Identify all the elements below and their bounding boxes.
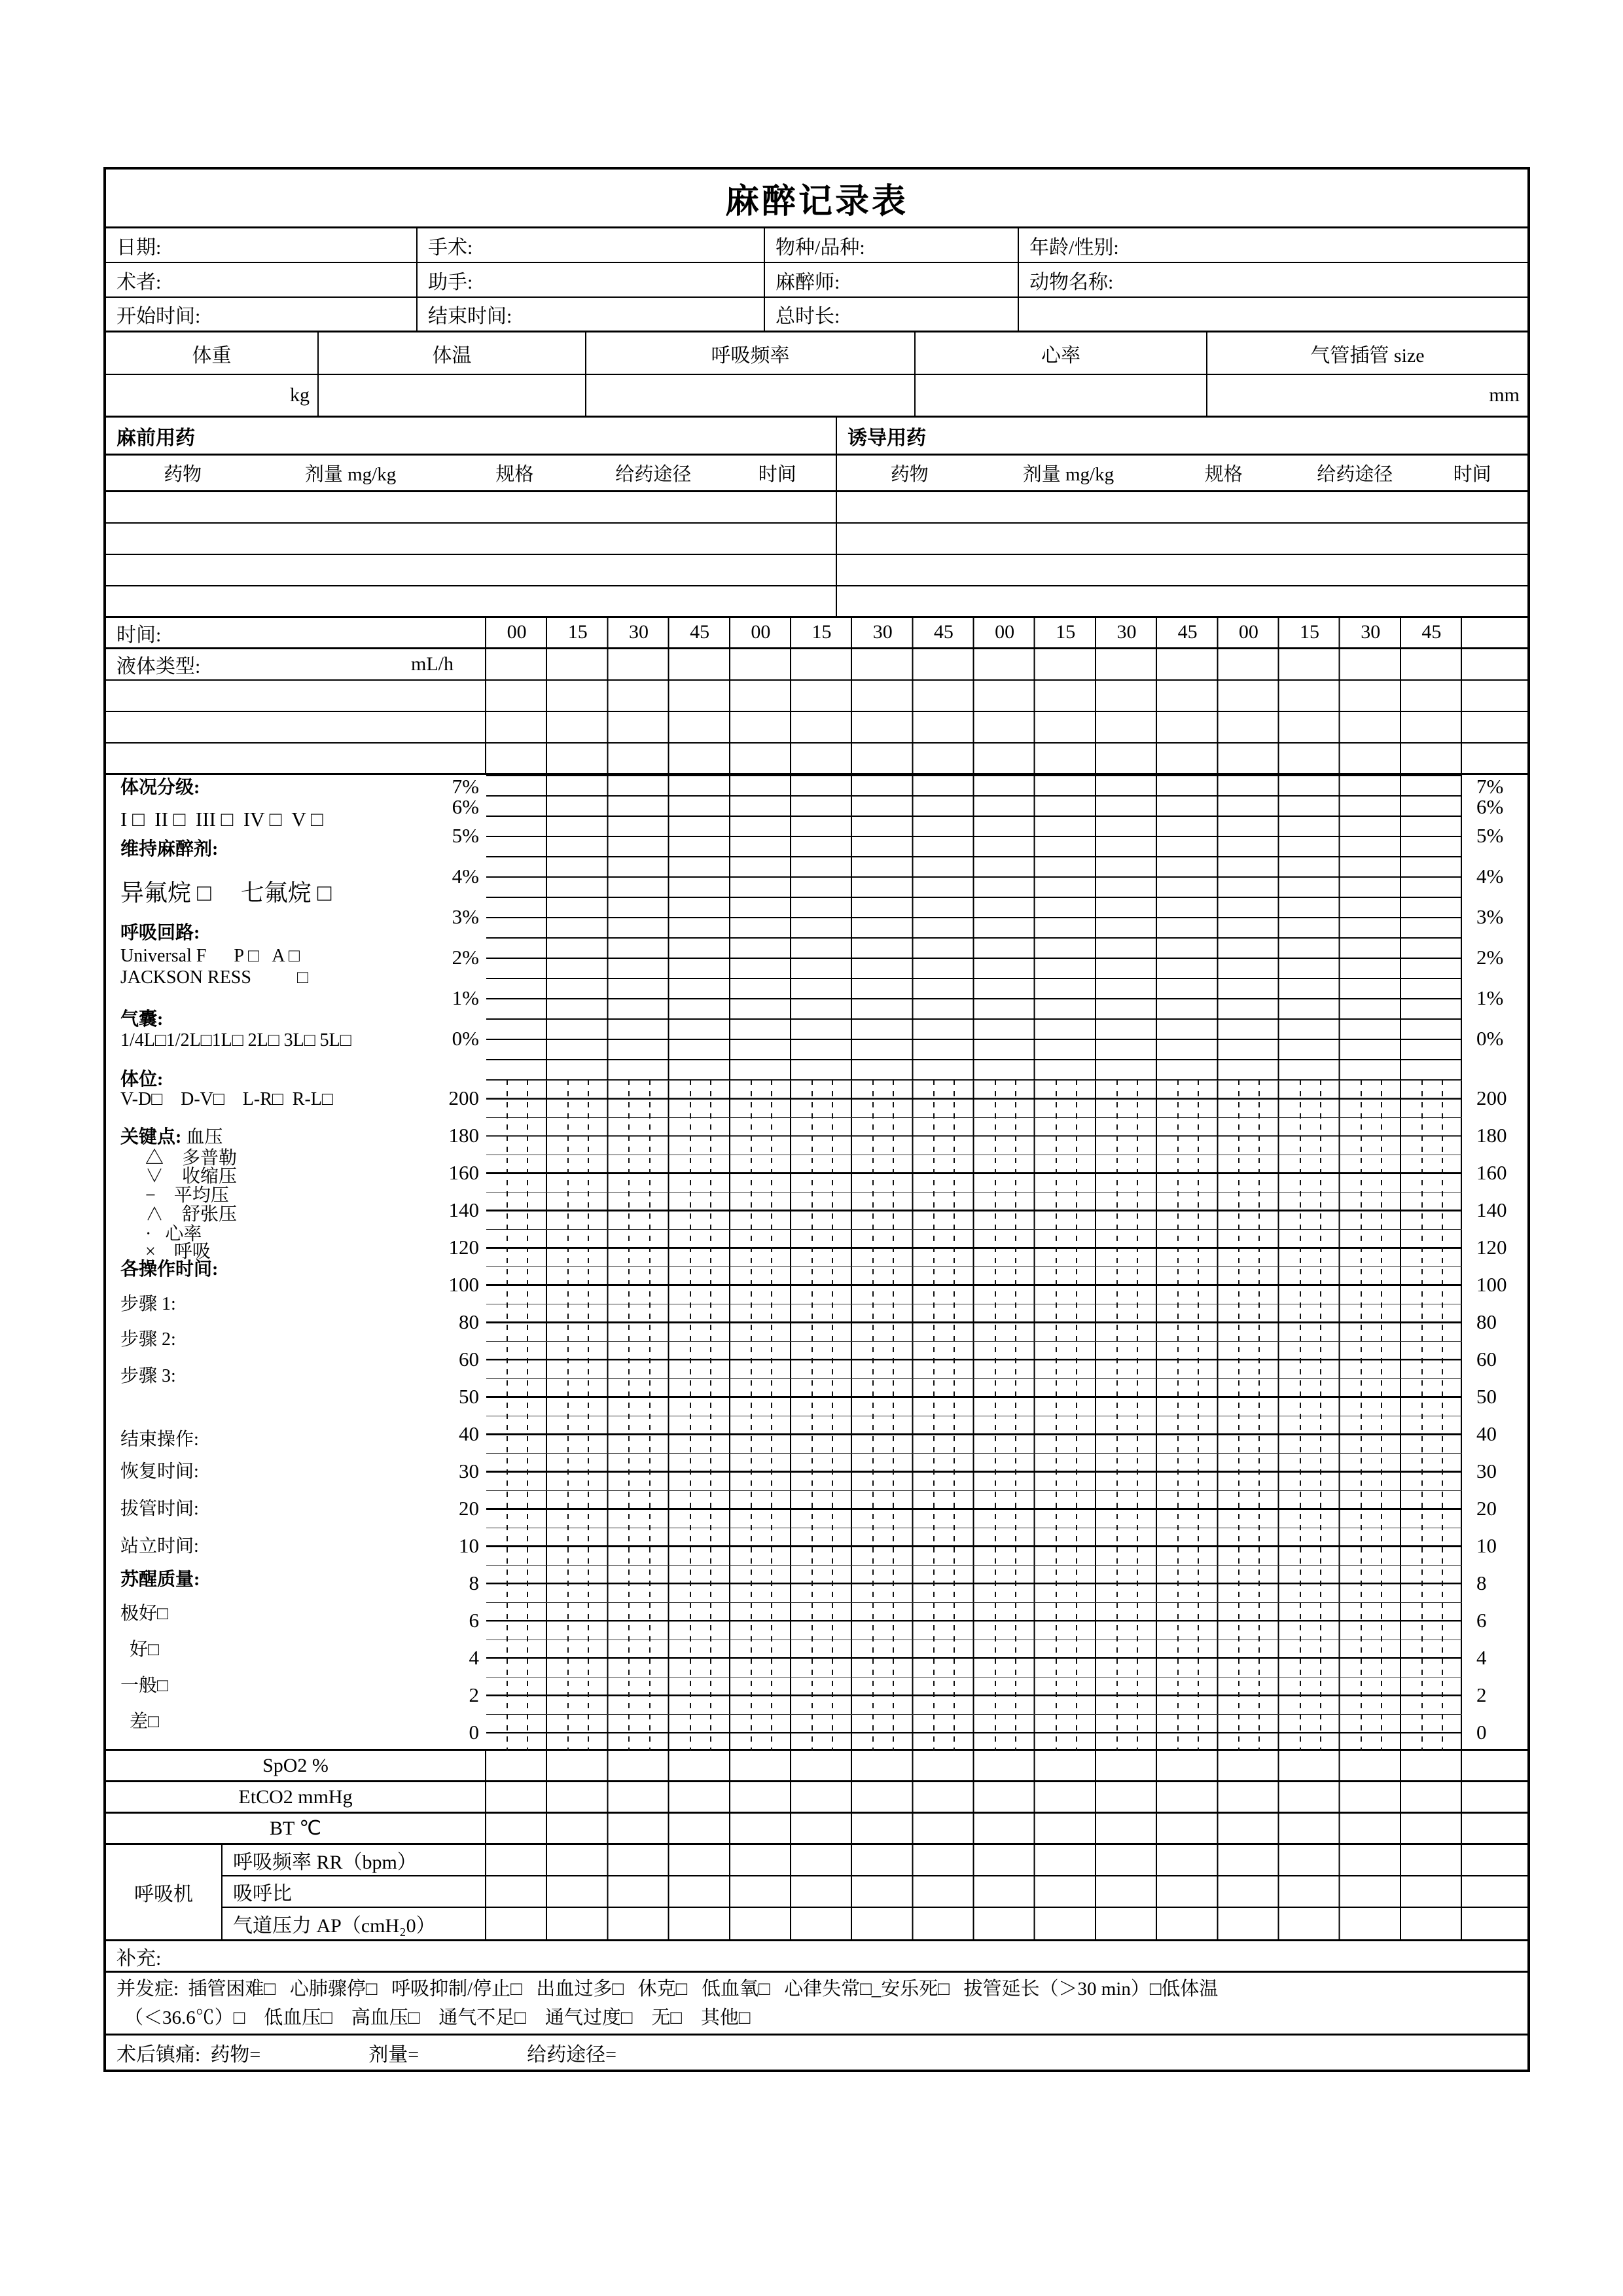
body-condition-label: 体况分级: — [120, 778, 200, 798]
rebreathing-bag-label: 气囊: — [120, 1009, 164, 1030]
position-checkboxes: V-D□ D-V□ L-R□ R-L□ — [120, 1089, 333, 1109]
grid-dash-line — [527, 1080, 528, 1751]
percent-axis-label: 7% — [1476, 775, 1504, 798]
etco2-label: EtCO2 mmHg — [106, 1782, 486, 1812]
vitals-axis-label: 100 — [1476, 1272, 1507, 1296]
extubation-time-label: 拔管时间: — [120, 1499, 199, 1519]
vitals-grid — [486, 1079, 1462, 1751]
heart-rate-value-cell — [916, 375, 1207, 416]
supplement-label: 补充: — [116, 1947, 162, 1969]
percent-axis-label: 3% — [1476, 905, 1504, 928]
quality-good-checkbox: 好□ — [120, 1640, 159, 1660]
vitals-axis-label: 140 — [1476, 1198, 1507, 1221]
vitals-axis-label: 8 — [469, 1571, 479, 1594]
vitals-axis-label: 8 — [1476, 1571, 1487, 1594]
grid-dash-line — [690, 1080, 691, 1751]
grid-dash-line — [1198, 1080, 1199, 1751]
end-operation-label: 结束操作: — [120, 1429, 199, 1450]
legend-diastolic: ∧ 舒张压 — [145, 1204, 238, 1225]
time-tail-cell — [1462, 618, 1527, 647]
percent-axis-label: 3% — [452, 905, 479, 928]
ventilator-ie-label: 吸呼比 — [223, 1876, 486, 1907]
vitals-axis-label: 10 — [459, 1534, 479, 1557]
grid-dash-line — [995, 1080, 996, 1751]
chart-grid — [486, 775, 1462, 1749]
vitals-axis-label: 30 — [459, 1459, 479, 1482]
grid-dash-line — [751, 1080, 752, 1751]
quality-fair-checkbox: 一般□ — [120, 1676, 168, 1696]
drug-section-header-row — [106, 418, 1527, 456]
fluid-entry-cells — [486, 681, 1462, 711]
grid-dash-line — [1258, 1080, 1260, 1751]
percent-axis-label: 6% — [1476, 795, 1504, 818]
ie-cells — [486, 1876, 1462, 1907]
vitals-axis-label: 30 — [1476, 1459, 1497, 1482]
rr-cells — [486, 1845, 1462, 1875]
vitals-axis-label: 80 — [459, 1310, 479, 1333]
step2-label: 步骤 2: — [120, 1329, 176, 1350]
grid-dash-line — [1015, 1080, 1016, 1751]
vitals-axis-label: 6 — [469, 1608, 479, 1632]
grid-dash-line — [1177, 1080, 1179, 1751]
drug-entry-row — [106, 524, 1527, 555]
vitals-axis-label: 10 — [1476, 1534, 1497, 1557]
fluid-entry-row — [106, 681, 1527, 712]
premed-columns — [106, 456, 837, 490]
y-axis-right — [1476, 775, 1529, 1749]
fluid-entry-label — [106, 681, 486, 711]
title-row — [106, 170, 1527, 228]
legend-respiration: × 呼吸 — [145, 1242, 211, 1262]
vitals-axis-label: 0 — [469, 1720, 479, 1744]
percent-axis-label: 4% — [452, 865, 479, 888]
col-time: 时间 — [1453, 464, 1491, 485]
vitals-axis-label: 40 — [1476, 1422, 1497, 1445]
percent-axis-label: 1% — [452, 986, 479, 1009]
percent-axis-label: 0% — [1476, 1027, 1504, 1050]
vitals-axis-label: 140 — [448, 1198, 479, 1221]
fluid-entry-label — [106, 712, 486, 742]
induction-entry-cell — [837, 555, 1527, 585]
time-tick: 15 — [1300, 621, 1320, 643]
grid-dash-line — [588, 1080, 589, 1751]
time-tick: 30 — [872, 621, 893, 643]
vitals-axis-label: 120 — [1476, 1235, 1507, 1259]
step1-label: 步骤 1: — [120, 1294, 176, 1314]
grid-dash-line — [872, 1080, 874, 1751]
grid-dash-line — [1056, 1080, 1057, 1751]
col-drug: 药物 — [890, 464, 929, 485]
universal-f-checkboxes: Universal F P □ A □ — [120, 946, 300, 966]
time-tick: 15 — [1056, 621, 1076, 643]
col-route: 给药途径 — [1317, 464, 1393, 485]
date-field: 日期: — [106, 228, 418, 262]
ap-cells — [486, 1908, 1462, 1939]
quality-poor-checkbox: 差□ — [120, 1712, 159, 1732]
standing-time-label: 站立时间: — [120, 1536, 199, 1556]
ventilator-ie-row — [223, 1876, 1527, 1908]
vitals-axis-label: 20 — [459, 1496, 479, 1520]
ventilator-rr-row — [223, 1845, 1527, 1876]
keypoint-label: 关键点: — [120, 1127, 182, 1147]
percent-axis-label: 5% — [452, 824, 479, 847]
bt-tail — [1462, 1814, 1527, 1843]
temperature-header: 体温 — [319, 332, 586, 374]
grid-dash-line — [954, 1080, 955, 1751]
spo2-tail — [1462, 1751, 1527, 1780]
col-route: 给药途径 — [615, 464, 692, 485]
grid-dash-line — [812, 1080, 813, 1751]
vitals-axis-label: 60 — [1476, 1347, 1497, 1371]
operation-times-label: 各操作时间: — [120, 1259, 219, 1280]
time-tick: 15 — [812, 621, 832, 643]
vitals-axis-label: 6 — [1476, 1608, 1487, 1632]
fluid-tail-cell — [1462, 649, 1527, 679]
induction-entry-cell — [837, 492, 1527, 522]
fluid-entry-label — [106, 744, 486, 773]
vitals-axis-label: 40 — [459, 1422, 479, 1445]
percent-axis-label: 0% — [452, 1027, 479, 1050]
info-row-1 — [106, 228, 1527, 263]
legend-doppler: △ 多普勒 — [145, 1148, 238, 1168]
time-tick: 15 — [567, 621, 588, 643]
info-row-2 — [106, 263, 1527, 298]
grid-dash-line — [507, 1080, 508, 1751]
bt-cells — [486, 1814, 1462, 1843]
fluid-unit-label: mL/h — [411, 653, 454, 675]
grid-dash-line — [1442, 1080, 1443, 1751]
weight-unit: kg — [106, 375, 319, 416]
grid-dash-line — [567, 1080, 569, 1751]
time-tick: 30 — [1361, 621, 1381, 643]
induction-header: 诱导用药 — [847, 427, 926, 449]
percent-axis-label: 2% — [452, 946, 479, 969]
drug-columns-row — [106, 456, 1527, 492]
fluid-cells — [486, 649, 1462, 679]
grid-dash-line — [933, 1080, 935, 1751]
rr-tail — [1462, 1845, 1527, 1875]
time-tick: 00 — [995, 621, 1015, 643]
recovery-quality-label: 苏醒质量: — [120, 1570, 200, 1590]
vitals-axis-label: 0 — [1476, 1720, 1487, 1744]
fluid-entry-cells — [486, 744, 1462, 773]
spo2-cells — [486, 1751, 1462, 1780]
end-time-field: 结束时间: — [418, 298, 765, 331]
time-tick: 00 — [1238, 621, 1258, 643]
supplement-row — [106, 1941, 1527, 1973]
time-tick: 30 — [1116, 621, 1137, 643]
temperature-value-cell — [319, 375, 586, 416]
anesthesia-form-table — [103, 167, 1530, 2072]
fluid-entry-row — [106, 744, 1527, 775]
legend-mean-pressure: − 平均压 — [145, 1185, 229, 1206]
percent-axis-label: 6% — [452, 795, 479, 818]
heart-rate-header: 心率 — [916, 332, 1207, 374]
species-breed-field: 物种/品种: — [765, 228, 1019, 262]
induction-entry-cell — [837, 586, 1527, 616]
respiration-rate-header: 呼吸频率 — [586, 332, 916, 374]
spo2-label: SpO2 % — [106, 1751, 486, 1780]
position-label: 体位: — [120, 1069, 164, 1090]
tube-size-unit: mm — [1489, 384, 1520, 406]
vitals-axis-label: 160 — [1476, 1160, 1507, 1184]
surgeon-field: 术者: — [106, 263, 418, 296]
legend-systolic: ∨ 收缩压 — [145, 1166, 238, 1187]
complications-line2: （＜36.6℃）□ 低血压□ 高血压□ 通气不足□ 通气过度□ 无□ 其他□ — [124, 2007, 751, 2028]
grid-dash-line — [1320, 1080, 1321, 1751]
vitals-axis-label: 4 — [469, 1645, 479, 1669]
grid-dash-line — [832, 1080, 833, 1751]
assistant-field: 助手: — [418, 263, 765, 296]
col-spec: 规格 — [1204, 464, 1243, 485]
grid-dash-line — [1137, 1080, 1138, 1751]
time-ticks — [486, 618, 1462, 647]
ventilator-ap-label: 气道压力 AP（cmH₂0） — [223, 1908, 486, 1939]
ventilator-block — [106, 1845, 1527, 1941]
recovery-time-label: 恢复时间: — [120, 1462, 199, 1482]
postop-analgesia-label: 术后镇痛: 药物= 剂量= 给药途径= — [116, 2044, 617, 2066]
vitals-axis-label: 80 — [1476, 1310, 1497, 1333]
respiration-value-cell — [586, 375, 916, 416]
fluid-entry-cells — [486, 712, 1462, 742]
fluid-entry-tail — [1462, 744, 1527, 773]
ap-tail — [1462, 1908, 1527, 1939]
time-tick: 00 — [751, 621, 771, 643]
step3-label: 步骤 3: — [120, 1366, 176, 1386]
vitals-axis-label: 180 — [1476, 1123, 1507, 1147]
blood-pressure-label: 血压 — [181, 1127, 223, 1147]
age-sex-field: 年龄/性别: — [1029, 236, 1119, 259]
time-tick: 45 — [1177, 621, 1198, 643]
legend-heart-rate: · 心率 — [145, 1224, 202, 1244]
monitoring-chart — [106, 775, 1527, 1751]
drug-entry-row — [106, 555, 1527, 586]
anesthetist-field: 麻醉师: — [765, 263, 1019, 296]
grid-dash-line — [893, 1080, 894, 1751]
ventilator-ap-row — [223, 1908, 1527, 1939]
grid-dash-line — [1076, 1080, 1077, 1751]
vitals-axis-label: 2 — [469, 1683, 479, 1706]
induction-entry-cell — [837, 524, 1527, 554]
page-title: 麻醉记录表 — [724, 183, 908, 221]
percent-axis-label: 7% — [452, 775, 479, 798]
vitals-axis-label: 50 — [459, 1384, 479, 1408]
etco2-row — [106, 1782, 1527, 1814]
grid-dash-line — [1361, 1080, 1362, 1751]
vitals-axis-label: 4 — [1476, 1645, 1487, 1669]
etco2-tail — [1462, 1782, 1527, 1812]
grid-dash-line — [1421, 1080, 1423, 1751]
body-temp-label: BT ℃ — [106, 1814, 486, 1843]
vitals-value-row — [106, 375, 1527, 418]
ie-tail — [1462, 1876, 1527, 1907]
col-drug: 药物 — [164, 464, 202, 485]
fluid-label-cell — [106, 649, 486, 679]
vitals-axis-label: 20 — [1476, 1496, 1497, 1520]
jackson-rees-checkbox: JACKSON RESS □ — [120, 967, 308, 988]
surgery-field: 手术: — [418, 228, 765, 262]
fluid-entry-tail — [1462, 681, 1527, 711]
quality-excellent-checkbox: 极好□ — [120, 1604, 168, 1624]
complications-row — [106, 1973, 1527, 2036]
grid-dash-line — [771, 1080, 772, 1751]
vitals-axis-label: 180 — [448, 1123, 479, 1147]
fluid-type-row — [106, 649, 1527, 681]
info-row-3 — [106, 298, 1527, 332]
weight-header: 体重 — [106, 332, 319, 374]
grid-dash-line — [710, 1080, 711, 1751]
time-tick: 30 — [628, 621, 649, 643]
time-label: 时间: — [106, 618, 486, 647]
anesthetic-percent-grid — [486, 775, 1462, 1079]
time-tick: 00 — [507, 621, 527, 643]
grid-dash-line — [628, 1080, 630, 1751]
premedication-header: 麻前用药 — [106, 418, 837, 454]
grid-dash-line — [1116, 1080, 1118, 1751]
body-temp-row — [106, 1814, 1527, 1845]
fluid-type-label: 液体类型: — [116, 656, 201, 677]
grid-dash-line — [1381, 1080, 1382, 1751]
ventilator-rr-label: 呼吸频率 RR（bpm） — [223, 1845, 486, 1875]
y-axis-left — [381, 775, 479, 1749]
start-time-field: 开始时间: — [106, 298, 418, 331]
fluid-entry-row — [106, 712, 1527, 744]
time-tick: 45 — [933, 621, 954, 643]
vitals-axis-label: 100 — [448, 1272, 479, 1296]
drug-entry-row — [106, 492, 1527, 524]
col-spec: 规格 — [495, 464, 534, 485]
percent-axis-label: 4% — [1476, 865, 1504, 888]
vitals-axis-label: 160 — [448, 1160, 479, 1184]
drug-entry-row — [106, 586, 1527, 618]
grid-dash-line — [1300, 1080, 1301, 1751]
asa-grade-checkboxes: I □ II □ III □ IV □ V □ — [120, 808, 323, 831]
vitals-header-row — [106, 332, 1527, 375]
anesthetic-agent-checkboxes: 异氟烷 □ 七氟烷 □ — [120, 880, 332, 906]
vitals-axis-label: 50 — [1476, 1384, 1497, 1408]
info-empty-cell — [1019, 298, 1527, 331]
vitals-axis-label: 120 — [448, 1235, 479, 1259]
grid-dash-line — [1238, 1080, 1240, 1751]
col-dose: 剂量 mg/kg — [304, 464, 397, 485]
vitals-axis-label: 60 — [459, 1347, 479, 1371]
time-tick: 45 — [690, 621, 710, 643]
keypoint-legend-title — [120, 1127, 223, 1148]
premed-entry-cell — [106, 555, 837, 585]
vitals-axis-label: 200 — [1476, 1086, 1507, 1109]
col-time: 时间 — [758, 464, 796, 485]
fluid-entry-tail — [1462, 712, 1527, 742]
et-tube-size-header: 气管插管 size — [1310, 344, 1425, 367]
induction-columns — [837, 456, 1527, 490]
premed-entry-cell — [106, 586, 837, 616]
ventilator-label: 呼吸机 — [106, 1845, 223, 1939]
premed-entry-cell — [106, 492, 837, 522]
spo2-row — [106, 1751, 1527, 1782]
vitals-axis-label: 2 — [1476, 1683, 1487, 1706]
breathing-circuit-label: 呼吸回路: — [120, 923, 200, 943]
premed-entry-cell — [106, 524, 837, 554]
complications-line1: 并发症: 插管困难□ 心肺骤停□ 呼吸抑制/停止□ 出血过多□ 休克□ 低血氧□ 心律失常□_安乐死□ 拔管延长（＞30 min）□低体温 — [116, 1978, 1219, 2000]
animal-name-field: 动物名称: — [1029, 271, 1114, 293]
percent-axis-label: 1% — [1476, 986, 1504, 1009]
col-dose: 剂量 mg/kg — [1022, 464, 1115, 485]
time-header-row — [106, 618, 1527, 649]
percent-axis-label: 2% — [1476, 946, 1504, 969]
vitals-axis-label: 200 — [448, 1086, 479, 1109]
etco2-cells — [486, 1782, 1462, 1812]
total-duration-field: 总时长: — [765, 298, 1019, 331]
bag-size-checkboxes: 1/4L□1/2L□1L□ 2L□ 3L□ 5L□ — [120, 1030, 351, 1050]
maintenance-anesthetic-label: 维持麻醉剂: — [120, 839, 219, 859]
postop-analgesia-row — [106, 2036, 1527, 2070]
percent-axis-label: 5% — [1476, 824, 1504, 847]
time-tick: 45 — [1421, 621, 1442, 643]
grid-dash-line — [649, 1080, 651, 1751]
